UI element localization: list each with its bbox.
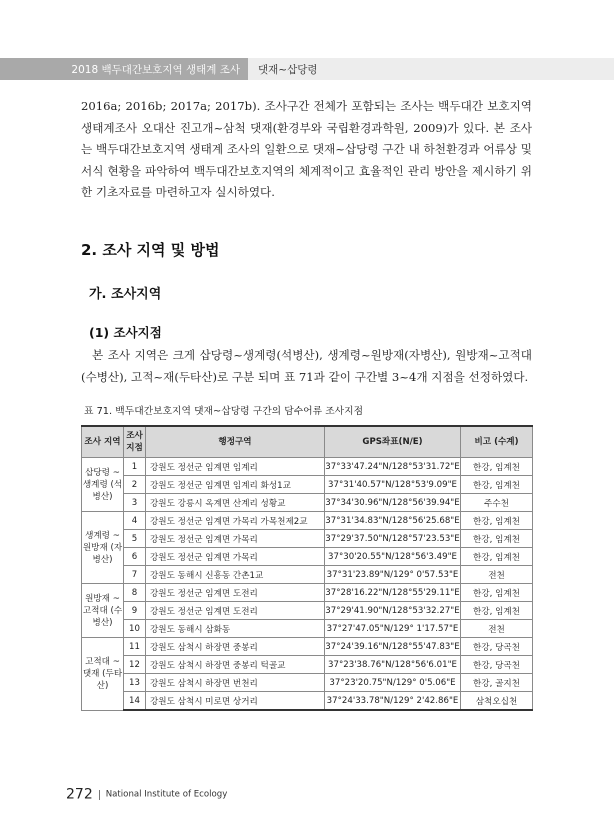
footer-institute: National Institute of Ecology [105,789,228,800]
gps-cell: 37°24'33.78"N/129° 2'42.86"E [325,692,461,711]
admin-cell: 강원도 정선군 임계면 가목리 [146,530,325,548]
site-no: 13 [124,674,146,692]
admin-cell: 강원도 삼척시 미로면 상거리 [146,692,325,711]
table-row [82,692,533,711]
table-header-row [82,426,533,458]
admin-cell: 강원도 삼척시 하장면 번천리 [146,674,325,692]
header-section-block [248,58,614,80]
table-row [82,512,533,530]
method-paragraph: 본 조사 지역은 크게 삽당령~생계령(석병산), 생계령~원방재(자병산), 원방재~고적대(수병산), 고적~재(두타산)로 구분 되며 표 71과 같이 구간별 3~4개 지점을 선정하였다. [81,348,532,384]
site-no: 9 [124,602,146,620]
remarks-cell: 한강, 임계천 [461,512,533,530]
admin-cell: 강원도 정선군 임계면 임계리 화성1교 [146,476,325,494]
method-paragraph-block [81,345,532,388]
site-no: 8 [124,584,146,602]
gps-cell: 37°31'23.89"N/129° 0'57.53"E [325,566,461,584]
gps-cell: 37°31'34.83"N/128°56'25.68"E [325,512,461,530]
remarks-cell: 한강, 골지천 [461,674,533,692]
site-no: 12 [124,656,146,674]
site-no: 4 [124,512,146,530]
page-footer [66,784,227,804]
site-no: 1 [124,458,146,476]
table-row [82,494,533,512]
header-admin: 행정구역 [146,426,325,458]
header-site: 조사 지점 [124,426,146,458]
admin-cell: 강원도 정선군 임계면 도전리 [146,602,325,620]
table-row [82,620,533,638]
remarks-cell: 한강, 당곡천 [461,638,533,656]
gps-cell: 37°23'38.76"N/128°56'6.01"E [325,656,461,674]
remarks-cell: 삼척오십천 [461,692,533,711]
page-number: 272 [66,786,93,803]
remarks-cell: 한강, 임계천 [461,476,533,494]
survey-sites-table [81,425,533,711]
table-row [82,656,533,674]
remarks-cell: 한강, 임계천 [461,530,533,548]
admin-cell: 강원도 정선군 임계면 가목리 [146,548,325,566]
gps-cell: 37°33'47.24"N/128°53'31.72"E [325,458,461,476]
admin-cell: 강원도 삼척시 하장면 중봉리 [146,638,325,656]
table-row [82,548,533,566]
site-no: 6 [124,548,146,566]
remarks-cell: 한강, 임계천 [461,602,533,620]
remarks-cell: 한강, 임계천 [461,458,533,476]
gps-cell: 37°27'47.05"N/129° 1'17.57"E [325,620,461,638]
admin-cell: 강원도 강릉시 옥계면 산계리 성황교 [146,494,325,512]
region-cell: 삽당령 ~ 생계령 (석병산) [82,458,124,512]
remarks-cell: 주수천 [461,494,533,512]
section-title: 2. 조사 지역 및 방법 [81,241,220,259]
subsubsection-title: (1) 조사지점 [89,325,162,340]
header-region: 조사 지역 [82,426,124,458]
header-report-title: 2018 백두대간보호지역 생태계 조사 [71,64,240,76]
table-row [82,584,533,602]
header-report-title-block [0,58,248,80]
gps-cell: 37°31'40.57"N/128°53'9.09"E [325,476,461,494]
header-section: 댓재~삽당령 [258,64,318,76]
admin-cell: 강원도 정선군 임계면 임계리 [146,458,325,476]
remarks-cell: 한강, 임계천 [461,548,533,566]
table-caption: 표 71. 백두대간보호지역 댓재~삽당령 구간의 담수어류 조사지점 [84,406,364,417]
region-cell: 원방재 ~ 고적대 (수병산) [82,584,124,638]
admin-cell: 강원도 정선군 임계면 가목리 가목천제2교 [146,512,325,530]
admin-cell: 강원도 정선군 임계면 도전리 [146,584,325,602]
site-no: 5 [124,530,146,548]
region-cell: 생계령 ~ 원방재 (자병산) [82,512,124,584]
table-row [82,530,533,548]
table-row [82,638,533,656]
footer-divider [99,790,100,800]
table-row [82,566,533,584]
site-no: 7 [124,566,146,584]
gps-cell: 37°30'20.55"N/128°56'3.49"E [325,548,461,566]
admin-cell: 강원도 동해시 신흥동 간촌1교 [146,566,325,584]
gps-cell: 37°23'20.75"N/129° 0'5.06"E [325,674,461,692]
remarks-cell: 한강, 당곡천 [461,656,533,674]
site-no: 11 [124,638,146,656]
gps-cell: 37°34'30.96"N/128°56'39.94"E [325,494,461,512]
table-row [82,674,533,692]
gps-cell: 37°29'41.90"N/128°53'32.27"E [325,602,461,620]
header-gps: GPS좌표(N/E) [325,426,461,458]
site-no: 2 [124,476,146,494]
gps-cell: 37°28'16.22"N/128°55'29.11"E [325,584,461,602]
remarks-cell: 전천 [461,566,533,584]
site-no: 3 [124,494,146,512]
table-row [82,476,533,494]
intro-paragraph-block [81,96,532,204]
gps-cell: 37°29'37.50"N/128°57'23.53"E [325,530,461,548]
site-no: 14 [124,692,146,711]
header-remarks: 비고 (수계) [461,426,533,458]
admin-cell: 강원도 삼척시 하장면 중봉리 턱골교 [146,656,325,674]
table-row [82,602,533,620]
intro-paragraph: 2016a; 2016b; 2017a; 2017b). 조사구간 전체가 포함되는 조사는 백두대간 보호지역 생태계조사 오대산 진고개~삼척 댓재(환경부와 국립환경과학원, 2009)가 있다. 본 조사는 백두대간보호지역 생태계 조사의 일환으로 댓재~삽당령 구간 내 하천환경과 어류상 및 서식 현황을 파악하여 백두대간보호지역의 체계적이고 효율적인 관리 방안을 제시하기 위한 기초자료를 마련하고자 실시하였다. [81,99,532,200]
gps-cell: 37°24'39.16"N/128°55'47.83"E [325,638,461,656]
remarks-cell: 전천 [461,620,533,638]
admin-cell: 강원도 동해시 삼화동 [146,620,325,638]
page-header [0,58,614,80]
subsection-title: 가. 조사지역 [89,287,162,302]
site-no: 10 [124,620,146,638]
region-cell: 고적대 ~ 댓재 (두타산) [82,638,124,711]
table-row [82,458,533,476]
remarks-cell: 한강, 임계천 [461,584,533,602]
